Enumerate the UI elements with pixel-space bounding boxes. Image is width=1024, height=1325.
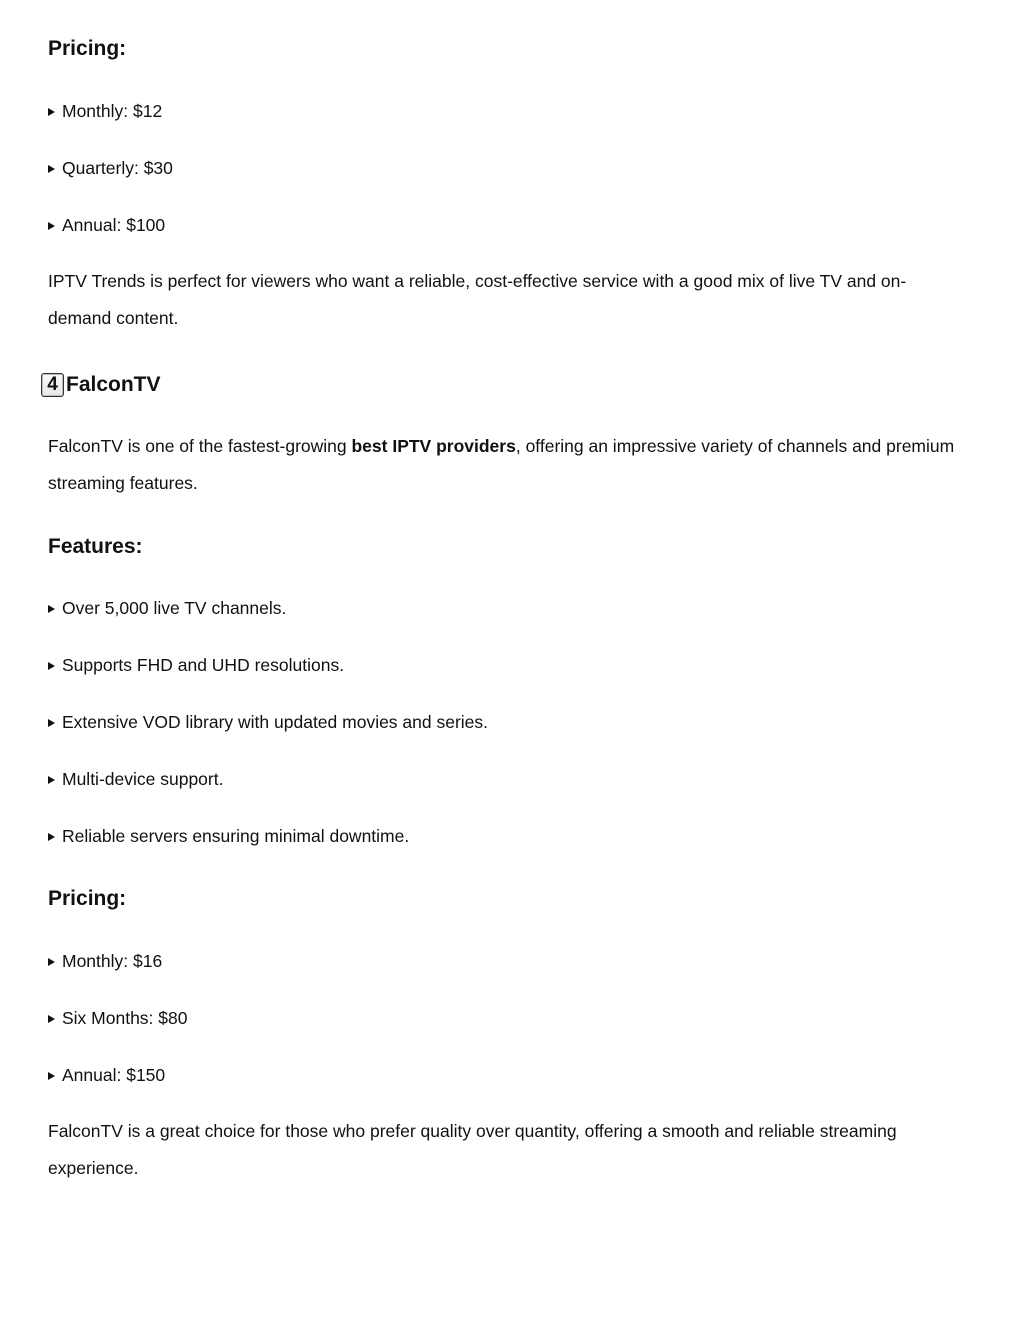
pricing-item-text: Annual: $100 <box>62 215 166 235</box>
feature-item-text: Supports FHD and UHD resolutions. <box>62 655 345 675</box>
pricing-heading: Pricing: <box>48 37 127 60</box>
pricing-item <box>48 100 162 122</box>
pricing-item <box>48 214 165 236</box>
pricing-item <box>48 1007 187 1029</box>
intro-link-text: best IPTV providers <box>351 436 516 456</box>
triangle-bullet-icon <box>48 1072 55 1080</box>
triangle-bullet-icon <box>48 833 55 841</box>
triangle-bullet-icon <box>48 719 55 727</box>
triangle-bullet-icon <box>48 662 55 670</box>
falcontv-summary: FalconTV is a great choice for those who prefer quality over quantity, offering a smooth and reliable streaming experience. <box>48 1121 897 1178</box>
triangle-bullet-icon <box>48 776 55 784</box>
feature-item-text: Reliable servers ensuring minimal downtime. <box>62 826 410 846</box>
feature-item <box>48 711 488 733</box>
pricing-item <box>48 1064 165 1086</box>
pricing-item-text: Annual: $150 <box>62 1065 166 1085</box>
feature-item-text: Over 5,000 live TV channels. <box>62 598 287 618</box>
feature-item-text: Multi-device support. <box>62 769 224 789</box>
section-title: FalconTV <box>66 373 161 396</box>
feature-item <box>48 597 286 619</box>
triangle-bullet-icon <box>48 605 55 613</box>
feature-item <box>48 768 223 790</box>
iptv-trends-summary: IPTV Trends is perfect for viewers who want a reliable, cost-effective service with a good mix of live TV and on-demand content. <box>48 271 907 328</box>
triangle-bullet-icon <box>48 222 55 230</box>
keycap-number-icon: 4 <box>41 373 64 397</box>
feature-item-text: Extensive VOD library with updated movies and series. <box>62 712 489 732</box>
pricing-item-text: Six Months: $80 <box>62 1008 188 1028</box>
pricing-item <box>48 157 173 179</box>
intro-text-rest: , offering an impressive variety of channels and premium streaming features. <box>48 436 955 493</box>
falcontv-intro <box>48 428 958 502</box>
triangle-bullet-icon <box>48 1015 55 1023</box>
pricing-item-text: Monthly: $16 <box>62 951 163 971</box>
pricing-item-text: Quarterly: $30 <box>62 158 173 178</box>
triangle-bullet-icon <box>48 108 55 116</box>
pricing-heading: Pricing: <box>48 887 127 910</box>
triangle-bullet-icon <box>48 958 55 966</box>
pricing-item <box>48 950 162 972</box>
pricing-item-text: Monthly: $12 <box>62 101 163 121</box>
features-heading: Features: <box>48 535 143 558</box>
feature-item <box>48 825 409 847</box>
feature-item <box>48 654 344 676</box>
triangle-bullet-icon <box>48 165 55 173</box>
intro-text: FalconTV is one of the fastest-growing <box>48 436 352 456</box>
